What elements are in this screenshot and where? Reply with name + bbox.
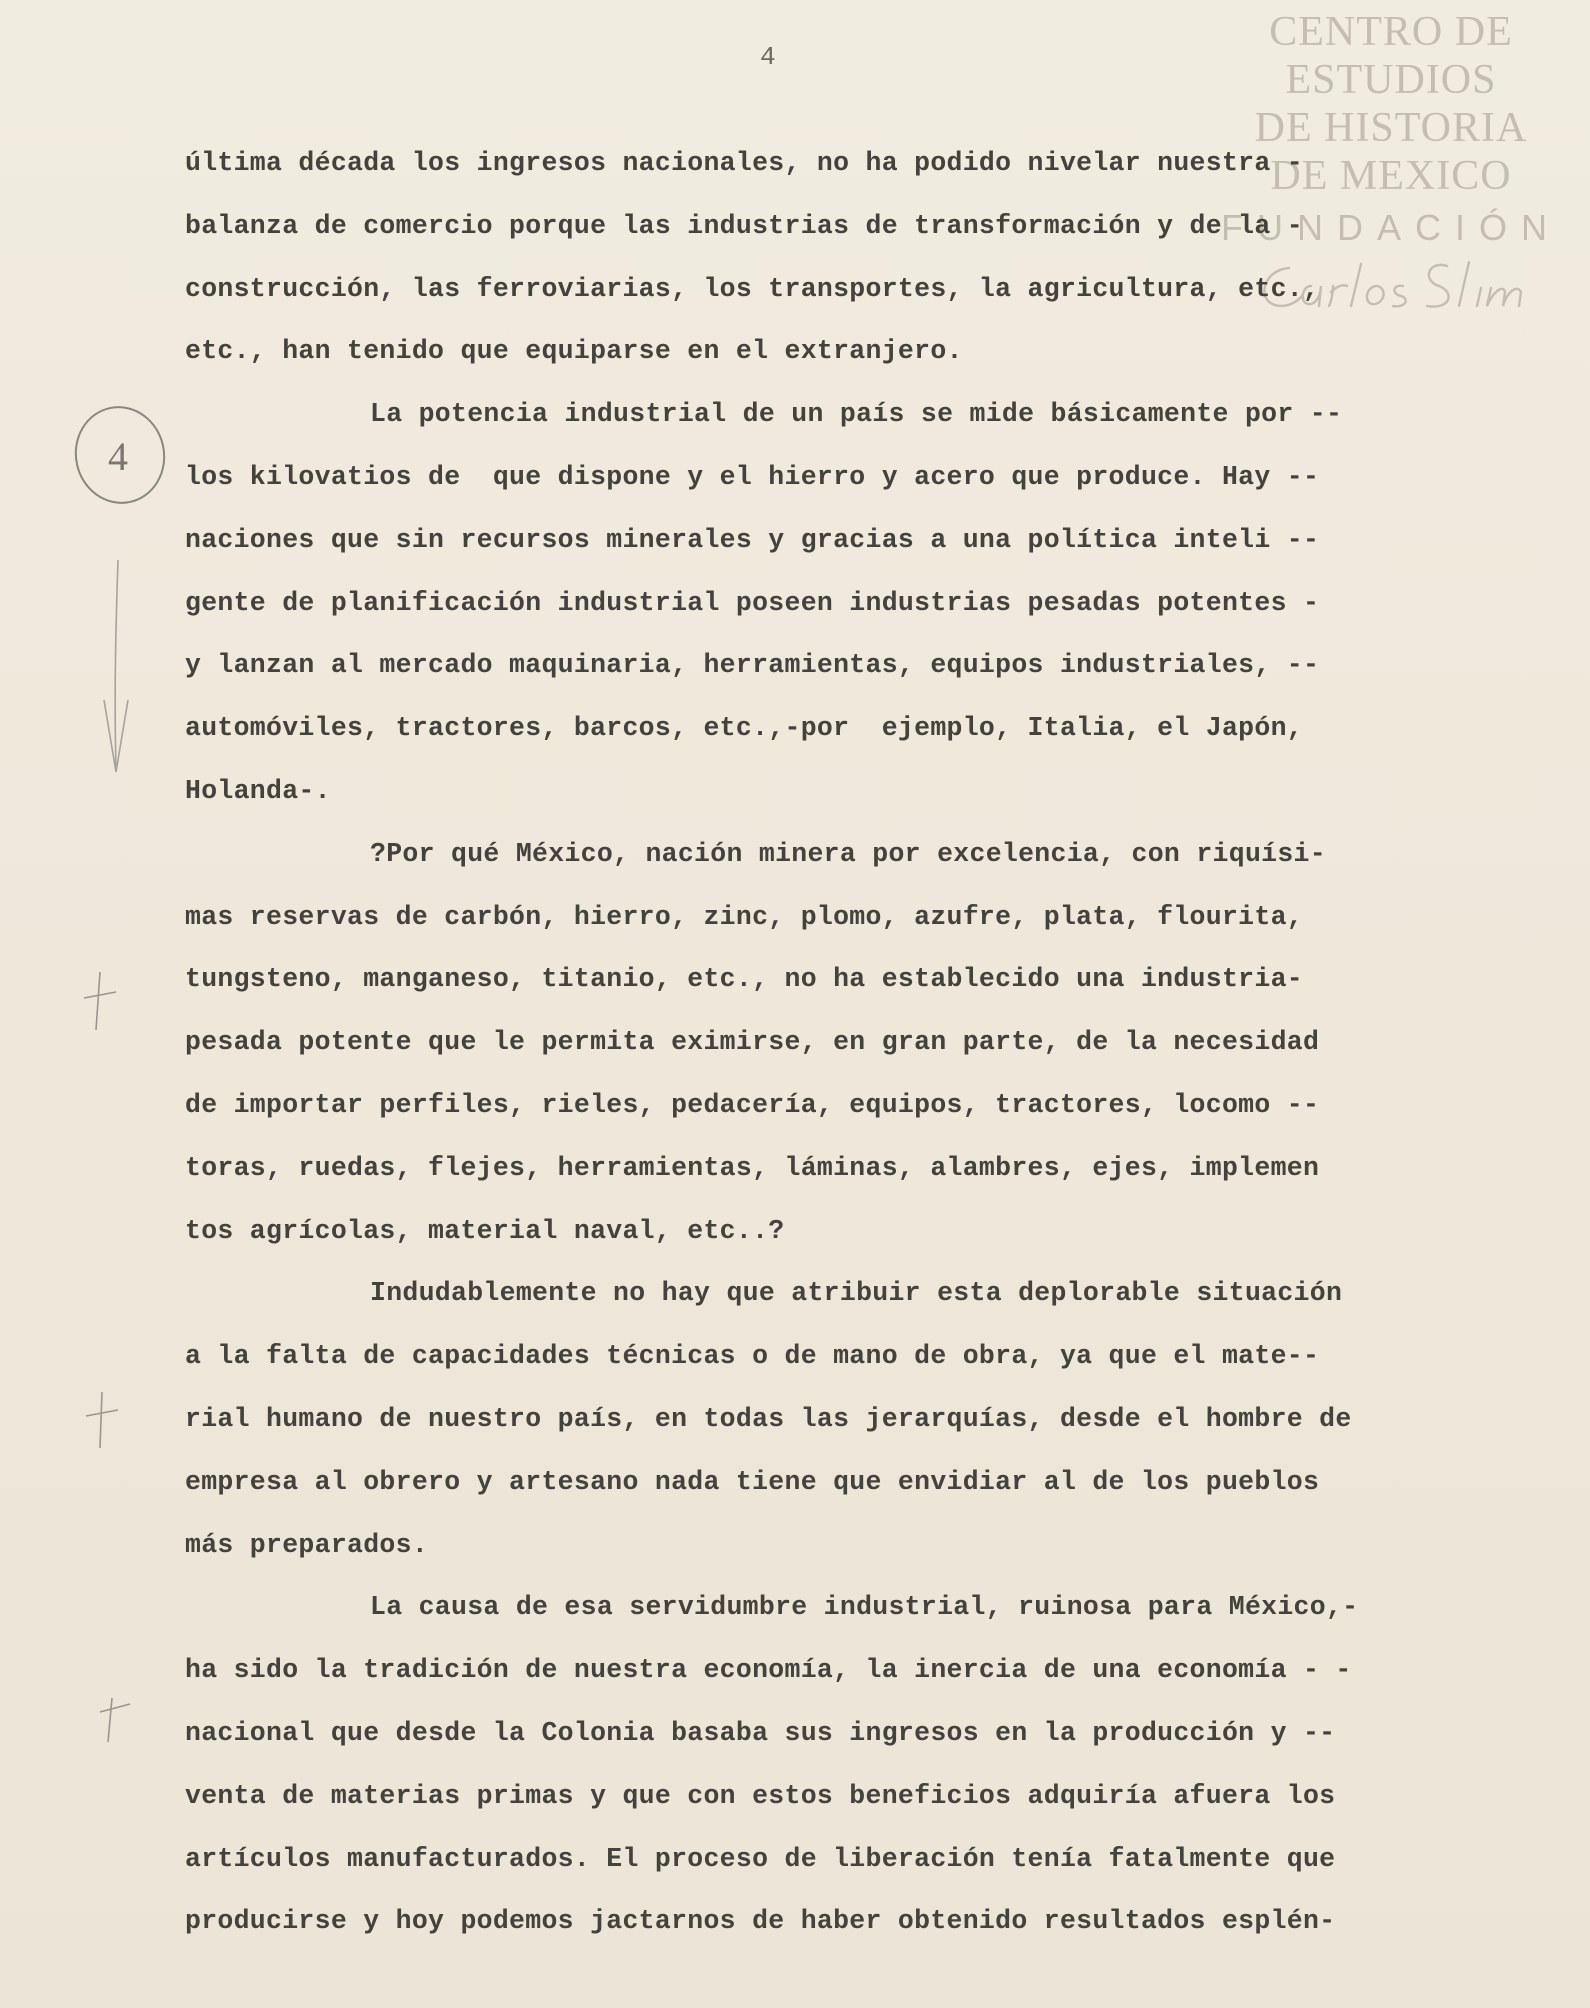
arrow-line [115, 560, 118, 770]
text-line: última década los ingresos nacionales, no ha podido nivelar nuestra - [185, 148, 1303, 178]
text-line: más preparados. [185, 1529, 429, 1560]
page-number: 4 [760, 42, 776, 72]
text-line: producirse y hoy podemos jactarnos de haber obtenido resultados esplén- [185, 1906, 1336, 1937]
text-line: balanza de comercio porque las industrias de transformación y de la - [185, 210, 1303, 241]
text-line: La potencia industrial de un país se mide básicamente por -- [370, 399, 1343, 430]
text-line: ?Por qué México, nación minera por excelencia, con riquísi- [370, 838, 1326, 869]
watermark-line: ESTUDIOS [1285, 57, 1497, 103]
text-line: mas reservas de carbón, hierro, zinc, plomo, azufre, plata, flourita, [185, 901, 1303, 932]
text-line: Indudablemente no hay que atribuir esta deplorable situación [370, 1278, 1343, 1309]
text-line: artículos manufacturados. El proceso de liberación tenía fatalmente que [185, 1843, 1336, 1874]
watermark-line: DE HISTORIA [1254, 105, 1528, 151]
text-line: La causa de esa servidumbre industrial, ruinosa para México,- [370, 1592, 1359, 1623]
handwritten-margin-marks [0, 0, 200, 2008]
text-line: construcción, las ferroviarias, los transportes, la agricultura, etc., [185, 273, 1320, 304]
typewritten-body [185, 132, 1545, 1953]
text-line: a la falta de capacidades técnicas o de mano de obra, ya que el mate-- [185, 1341, 1320, 1372]
circled-number-4: 4 [108, 434, 128, 479]
text-line: rial humano de nuestro país, en todas las jerarquías, desde el hombre de [185, 1403, 1352, 1434]
text-line: venta de materias primas y que con estos beneficios adquiría afuera los [185, 1780, 1336, 1811]
text-line: etc., han tenido que equiparse en el extranjero. [185, 336, 963, 367]
watermark-fundacion: FUNDACIÓN [1221, 207, 1561, 248]
watermark-line: DE MEXICO [1270, 153, 1512, 199]
text-line: ha sido la tradición de nuestra economía, la inercia de una economía - - [185, 1655, 1352, 1686]
text-line: empresa al obrero y artesano nada tiene que envidiar al de los pueblos [185, 1466, 1320, 1497]
text-line: gente de planificación industrial poseen industrias pesadas potentes - [185, 587, 1320, 618]
text-line: pesada potente que le permita eximirse, en gran parte, de la necesidad [185, 1027, 1320, 1058]
watermark-line: CENTRO DE [1269, 9, 1513, 55]
text-line: tos agrícolas, material naval, etc..? [185, 1215, 785, 1246]
tick-mark [86, 1392, 118, 1448]
text-line: automóviles, tractores, barcos, etc.,-por ejemplo, Italia, el Japón, [185, 713, 1303, 744]
text-line: de importar perfiles, rieles, pedacería, equipos, tractores, locomo -- [185, 1089, 1320, 1120]
tick-mark [84, 972, 116, 1030]
text-line: naciones que sin recursos minerales y gracias a una política inteli -- [185, 524, 1320, 555]
text-line: Holanda-. [185, 775, 331, 806]
text-line: tungsteno, manganeso, titanio, etc., no ha establecido una industria- [185, 964, 1303, 995]
text-line: nacional que desde la Colonia basaba sus ingresos en la producción y -- [185, 1717, 1336, 1748]
tick-mark [100, 1698, 130, 1742]
text-line: los kilovatios de que dispone y el hierro y acero que produce. Hay -- [185, 461, 1320, 492]
text-line: y lanzan al mercado maquinaria, herramientas, equipos industriales, -- [185, 650, 1320, 681]
text-line: toras, ruedas, flejes, herramientas, láminas, alambres, ejes, implemen [185, 1152, 1320, 1183]
